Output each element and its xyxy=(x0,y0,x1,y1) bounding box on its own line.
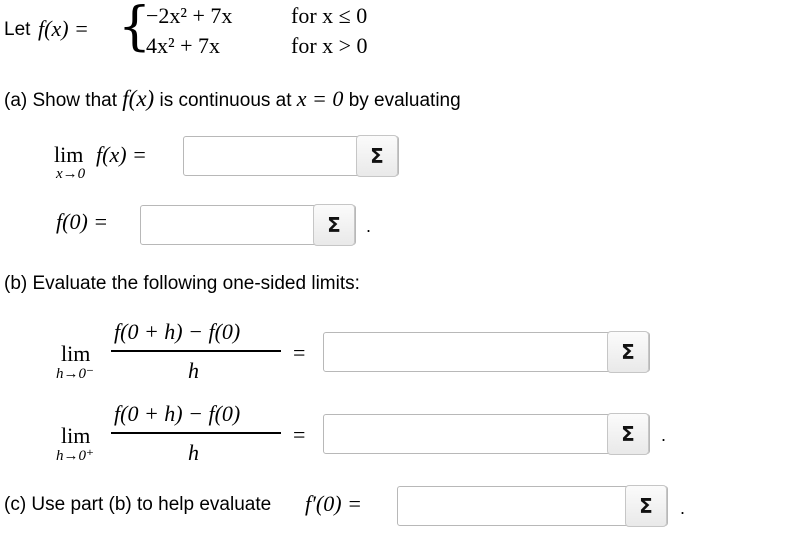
derivative-answer-input[interactable] xyxy=(398,487,623,525)
part-b-prompt: (b) Evaluate the following one-sided limits: xyxy=(4,273,360,294)
sigma-icon[interactable]: Σ xyxy=(607,331,649,373)
sigma-icon[interactable]: Σ xyxy=(607,413,649,455)
part-a-text-end: by evaluating xyxy=(348,90,461,111)
right-difference-denominator: h xyxy=(188,440,199,465)
right-limit-answer-box xyxy=(323,414,650,454)
f0-answer-input[interactable] xyxy=(141,206,311,244)
derivative-expression: f′(0) = xyxy=(305,491,362,516)
part-a-text-mid: is continuous at xyxy=(159,90,292,111)
let-label: Let xyxy=(4,19,31,40)
right-fraction-bar xyxy=(111,432,281,434)
f0-trailing-dot: . xyxy=(366,216,372,236)
part-a-limit-subscript: x→0 xyxy=(56,166,86,182)
case-2-expression: 4x² + 7x xyxy=(146,33,221,58)
right-limit-label: lim xyxy=(61,423,91,448)
function-lhs: f(x) = xyxy=(38,16,89,41)
derivative-answer-box xyxy=(397,486,668,526)
sigma-icon[interactable]: Σ xyxy=(313,204,355,246)
left-equals: = xyxy=(293,340,306,365)
part-a-limit-expression: f(x) = xyxy=(96,142,147,167)
cases-brace: { xyxy=(118,0,152,57)
part-a-text-start: (a) Show that xyxy=(4,90,117,111)
left-fraction-bar xyxy=(111,350,281,352)
case-1-condition: for x ≤ 0 xyxy=(291,3,368,28)
part-a-function: f(x) xyxy=(122,86,155,111)
left-limit-answer-box xyxy=(323,332,650,372)
part-c-prompt: (c) Use part (b) to help evaluate xyxy=(4,494,272,515)
left-limit-label: lim xyxy=(61,341,91,366)
part-a-point: x = 0 xyxy=(296,86,344,111)
right-limit-subscript: h→0⁺ xyxy=(56,448,94,464)
f0-answer-box xyxy=(140,205,356,245)
derivative-trailing-dot: . xyxy=(680,498,686,518)
right-difference-numerator: f(0 + h) − f(0) xyxy=(114,401,241,426)
part-a-limit-label: lim xyxy=(54,142,84,167)
left-difference-denominator: h xyxy=(188,358,199,383)
case-1-expression: −2x² + 7x xyxy=(146,3,233,28)
right-equals: = xyxy=(293,422,306,447)
left-limit-subscript: h→0⁻ xyxy=(56,366,94,382)
right-trailing-dot: . xyxy=(661,425,667,445)
f0-expression: f(0) = xyxy=(56,209,109,234)
limit-answer-input[interactable] xyxy=(184,137,354,175)
right-limit-answer-input[interactable] xyxy=(324,415,604,453)
case-2-condition: for x > 0 xyxy=(291,33,368,58)
left-limit-answer-input[interactable] xyxy=(324,333,604,371)
sigma-icon[interactable]: Σ xyxy=(625,485,667,527)
sigma-icon[interactable]: Σ xyxy=(356,135,398,177)
part-a-prompt xyxy=(4,86,461,112)
left-difference-numerator: f(0 + h) − f(0) xyxy=(114,319,241,344)
limit-answer-box xyxy=(183,136,399,176)
